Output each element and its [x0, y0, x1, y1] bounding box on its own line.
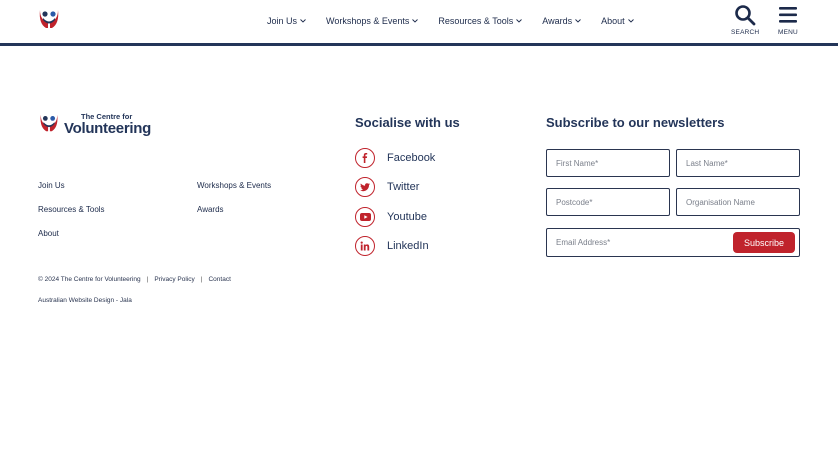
footer-logo[interactable]: [38, 112, 151, 136]
nav-label: Workshops & Events: [326, 16, 410, 26]
social-label: LinkedIn: [387, 239, 429, 252]
chevron-down-icon: [575, 18, 581, 24]
search-button[interactable]: [731, 4, 759, 36]
main-nav: [267, 16, 654, 26]
footer-link-workshops-events[interactable]: Workshops & Events: [197, 181, 272, 190]
nav-awards[interactable]: [542, 16, 581, 26]
postcode-field[interactable]: [546, 188, 670, 216]
social-label: Facebook: [387, 152, 436, 164]
divider: |: [146, 276, 149, 283]
social-youtube[interactable]: [355, 207, 435, 227]
footer-links: [38, 180, 338, 239]
chevron-down-icon: [412, 18, 418, 24]
nav-label: Join Us: [267, 16, 298, 26]
chevron-down-icon: [516, 18, 522, 24]
site-header: [0, 0, 838, 46]
brand-text: [64, 112, 151, 136]
divider: |: [200, 276, 203, 283]
linkedin-icon: [355, 236, 375, 256]
menu-label: MENU: [778, 29, 798, 36]
social-twitter[interactable]: [355, 177, 435, 197]
social-title: Socialise with us: [355, 115, 460, 130]
first-name-field[interactable]: [546, 149, 670, 177]
menu-button[interactable]: [778, 4, 798, 36]
search-icon: [734, 4, 756, 26]
email-field-wrapper: [546, 228, 800, 257]
copyright-text: © 2024 The Centre for Volunteering: [38, 276, 141, 283]
youtube-icon: [355, 207, 375, 227]
brand-name: Volunteering: [64, 120, 151, 137]
subscribe-button[interactable]: Subscribe: [733, 232, 795, 253]
nav-label: Resources & Tools: [438, 16, 514, 26]
footer-link-resources-tools[interactable]: Resources & Tools: [38, 205, 105, 214]
nav-workshops-events[interactable]: [326, 16, 418, 26]
social-facebook[interactable]: [355, 148, 435, 168]
nav-resources-tools[interactable]: [438, 16, 522, 26]
organisation-field[interactable]: [676, 188, 800, 216]
social-list: [355, 148, 435, 265]
email-field[interactable]: [547, 229, 727, 256]
nav-label: About: [601, 16, 625, 26]
chevron-down-icon: [300, 18, 306, 24]
brand-tagline: The Centre for: [81, 112, 133, 121]
newsletter-title: Subscribe to our newsletters: [546, 115, 725, 130]
footer-link-awards[interactable]: Awards: [197, 205, 224, 214]
chevron-down-icon: [628, 18, 634, 24]
privacy-link[interactable]: Privacy Policy: [154, 276, 195, 283]
social-label: Youtube: [387, 210, 427, 223]
nav-label: Awards: [542, 16, 573, 26]
hamburger-icon: [778, 4, 798, 26]
footer-link-join-us[interactable]: Join Us: [38, 181, 65, 190]
footer-link-about[interactable]: About: [38, 229, 59, 238]
logo-icon[interactable]: [37, 8, 61, 30]
nav-join-us[interactable]: [267, 16, 306, 26]
twitter-icon: [355, 177, 375, 197]
credit-link[interactable]: Australian Website Design - Jala: [38, 297, 132, 304]
search-label: SEARCH: [731, 29, 760, 36]
logo-icon: [38, 112, 60, 134]
nav-about[interactable]: [601, 16, 634, 26]
social-label: Twitter: [387, 181, 420, 194]
social-linkedin[interactable]: [355, 236, 435, 256]
last-name-field[interactable]: [676, 149, 800, 177]
facebook-icon: [355, 148, 375, 168]
legal-bar: [38, 276, 231, 283]
contact-link[interactable]: Contact: [208, 276, 231, 283]
